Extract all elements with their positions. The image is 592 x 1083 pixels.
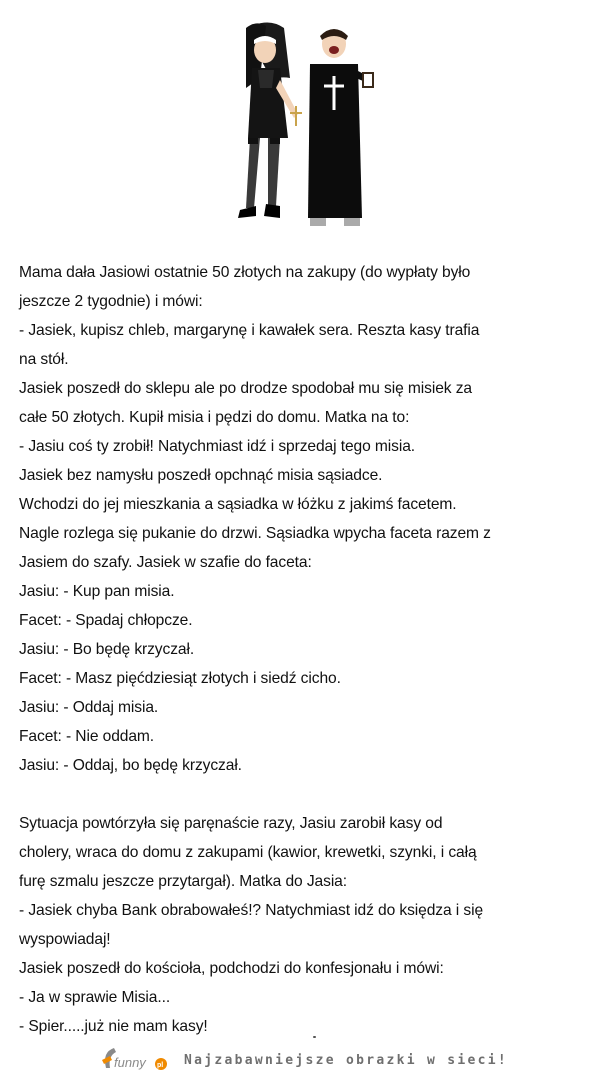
story-line: Jasiu: - Bo będę krzyczał.	[19, 641, 195, 658]
story-text	[19, 258, 575, 1041]
story-line: - Jasiek, kupisz chleb, margarynę i kawałek sera. Reszta kasy trafia	[19, 322, 480, 339]
story-line: Mama dała Jasiowi ostatnie 50 złotych na zakupy (do wypłaty było	[19, 264, 471, 281]
story-line: Jasiek poszedł do kościoła, podchodzi do konfesjonału i mówi:	[19, 960, 444, 977]
story-line: na stół.	[19, 351, 69, 368]
logo-suffix: pl	[157, 1062, 164, 1069]
priest-figure	[308, 29, 374, 226]
funny-pl-logo[interactable]	[98, 1040, 174, 1080]
story-line: cholery, wraca do domu z zakupami (kawior, krewetki, szynki, i całą	[19, 844, 477, 861]
stray-dot	[313, 1036, 316, 1038]
story-line: Facet: - Spadaj chłopcze.	[19, 612, 193, 629]
story-line: Facet: - Masz pięćdziesiąt złotych i siedź cicho.	[19, 670, 341, 687]
nun-and-priest-illustration	[210, 18, 385, 233]
story-line: - Jasiu coś ty zrobił! Natychmiast idź i sprzedaj tego misia.	[19, 438, 416, 455]
story-line: Sytuacja powtórzyła się paręnaście razy, Jasiu zarobił kasy od	[19, 815, 443, 832]
footer-tagline: Najzabawniejsze obrazki w sieci!	[184, 1052, 509, 1068]
footer	[98, 1040, 508, 1080]
story-line: - Ja w sprawie Misia...	[19, 989, 171, 1006]
story-line: Jasiu: - Kup pan misia.	[19, 583, 175, 600]
story-line: Jasiek bez namysłu poszedł opchnąć misia sąsiadce.	[19, 467, 383, 484]
story-line: Jasiem do szafy. Jasiek w szafie do faceta:	[19, 554, 312, 571]
story-line: furę szmalu jeszcze przytargał). Matka do Jasia:	[19, 873, 347, 890]
story-line: - Spier.....już nie mam kasy!	[19, 1018, 208, 1035]
story-line: jeszcze 2 tygodnie) i mówi:	[19, 293, 203, 310]
nun-figure	[238, 22, 302, 218]
story-line: Jasiu: - Oddaj, bo będę krzyczał.	[19, 757, 242, 774]
paragraph-gap	[19, 780, 575, 809]
story-line: wyspowiadaj!	[19, 931, 111, 948]
story-line: całe 50 złotych. Kupił misia i pędzi do domu. Matka na to:	[19, 409, 410, 426]
story-line: - Jasiek chyba Bank obrabowałeś!? Natychmiast idź do księdza i się	[19, 902, 484, 919]
story-line: Jasiu: - Oddaj misia.	[19, 699, 159, 716]
story-line: Nagle rozlega się pukanie do drzwi. Sąsiadka wpycha faceta razem z	[19, 525, 491, 542]
logo-text: funny	[114, 1055, 146, 1070]
story-line: Jasiek poszedł do sklepu ale po drodze spodobał mu się misiek za	[19, 380, 473, 397]
story-line: Facet: - Nie oddam.	[19, 728, 155, 745]
story-line: Wchodzi do jej mieszkania a sąsiadka w łóżku z jakimś facetem.	[19, 496, 457, 513]
